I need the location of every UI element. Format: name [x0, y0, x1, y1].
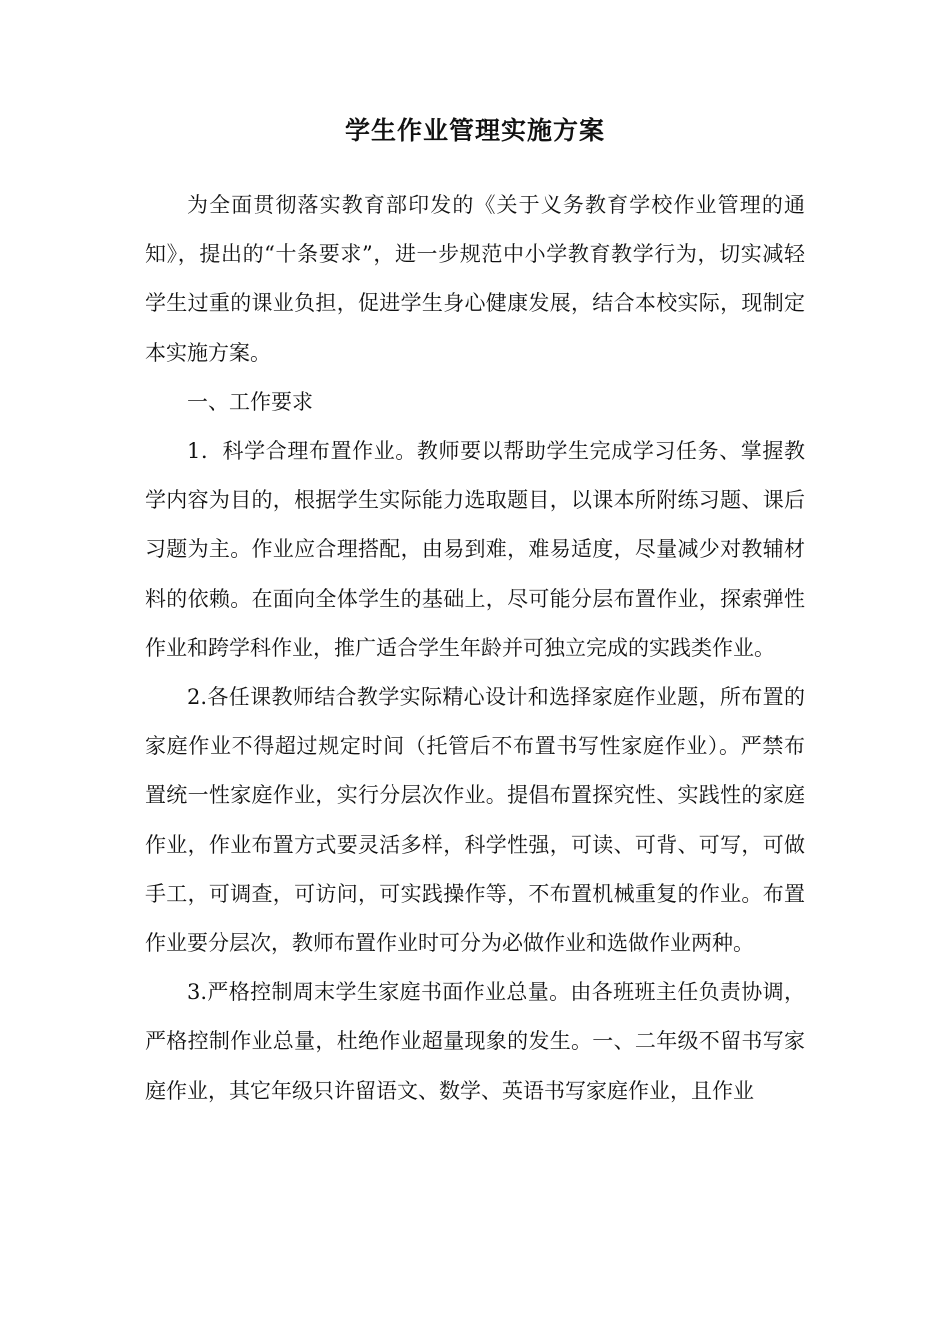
document-title: 学生作业管理实施方案: [344, 116, 605, 145]
requirement-3-paragraph: 3.严格控制周末学生家庭书面作业总量。由各班班主任负责协调，严格控制作业总量，杜绝作业超量现象的发生。一、二年级不留书写家庭作业，其它年级只许留语文、数学、英语书写家庭作业，且作业: [145, 980, 805, 1103]
intro-paragraph: 为全面贯彻落实教育部印发的《关于义务教育学校作业管理的通知》，提出的“十条要求”，进一步规范中小学教育教学行为，切实减轻学生过重的课业负担，促进学生身心健康发展，结合本校实际，现制定本实施方案。: [145, 193, 805, 365]
requirement-2-paragraph: 2.各任课教师结合教学实际精心设计和选择家庭作业题，所布置的家庭作业不得超过规定时间（托管后不布置书写性家庭作业）。严禁布置统一性家庭作业，实行分层次作业。提倡布置探究性、实践性的家庭作业，作业布置方式要灵活多样，科学性强，可读、可背、可写，可做手工，可调查，可访问，可实践操作等，不布置机械重复的作业。布置作业要分层次，教师布置作业时可分为必做作业和选做作业两种。: [145, 685, 805, 956]
document-body: [145, 181, 805, 1116]
requirement-1-paragraph: 1．科学合理布置作业。教师要以帮助学生完成学习任务、掌握教学内容为目的，根据学生实际能力选取题目，以课本所附练习题、课后习题为主。作业应合理搭配，由易到难，难易适度，尽量减少对教辅材料的依赖。在面向全体学生的基础上，尽可能分层布置作业，探索弹性作业和跨学科作业，推广适合学生年龄并可独立完成的实践类作业。: [145, 439, 805, 660]
section-heading-work-requirements: 一、工作要求: [187, 389, 313, 414]
